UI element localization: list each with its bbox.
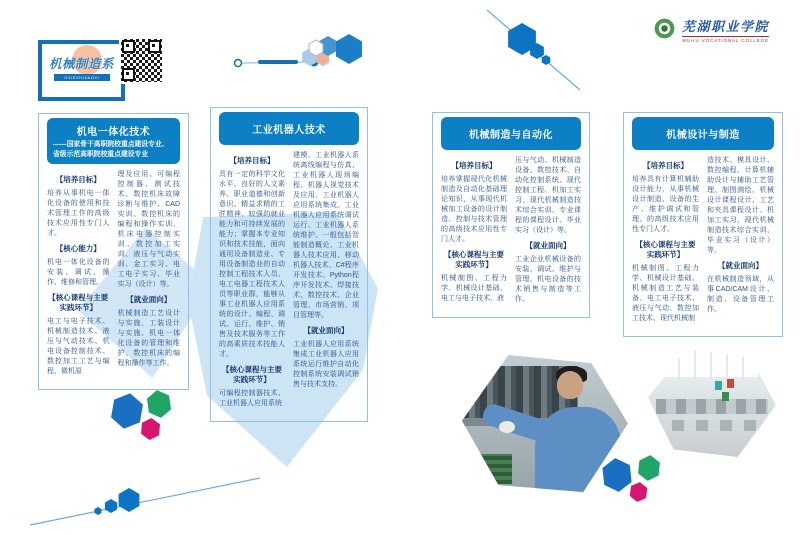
qr-code [121,39,162,82]
section-heading: 【就业面向】 [525,241,571,250]
section-body: 造技术、模具设计、数控编程、计算机辅助设计与辅助工艺管理、制图测绘、机械设计课程设计、工艺和夹具课程设计、机加工实习、现代机械制造技术综合实训、毕业实习（设计）等。 [707,157,774,254]
hexagon-icon [119,488,140,512]
section-body: 工业企业机械设备的安装、调试、维护与管理、机电设备的技术销售与制造等工作。 [515,256,581,303]
card-column-right [515,156,581,307]
hexagon-icon [309,40,323,56]
lab-bench [656,399,769,414]
section-body: 可编程控制器技术、工业机器人应用系统 [219,390,285,407]
qr-eye-icon [148,40,161,53]
section-heading: 【就业面向】 [718,261,763,270]
card-column-right [707,156,774,326]
student-head [557,371,583,399]
department-name: 机械制造系 [48,57,114,71]
section-body: 电工与电子技术、机械制造技术、液压与气动技术、机电设备控制技术、数控加工工艺与编程、微机原 [47,318,110,375]
card-column-left [632,156,699,326]
card-header [47,118,180,164]
section-heading: 【培养目标】 [643,161,688,170]
hex-line-decoration [232,30,382,75]
white-glove [499,421,515,433]
section-body: 机械制图、工程力学、机械设计基础、机械制造工艺与装备、电工电子技术、液压与气动、数控加工技术、现代机械制 [632,265,699,322]
college-logo [652,16,769,43]
department-pinyin-bar: JIXIEZHIZAOXI [54,74,110,81]
section-body: 培养掌握现代化机械制造及自动化基础理论知识，从事现代机械加工设备的设计制造、控制与技术管理的高级技术应用性专门人才。 [441,176,507,243]
section-heading: 【就业面向】 [303,326,349,335]
section-heading: 【核心能力】 [55,244,101,253]
hexagon-icon [95,507,102,515]
diagonal-hex-line-top [485,8,585,93]
hexagon-icon [107,390,147,431]
hexagon-icon [105,499,117,513]
section-body: 建模、工业机器人系统离线编程与仿真、工业机器人现场编程、机器人视觉技术及应用、工业机器人应用系统集成、工业机器人应用系统调试运行、工业机器人系统维护、一般包括智能制造概论、工业机器人技术应用、移动机器人技术、C#程序开发技术、Python程序开发技术、焊接技术、数控技术、企业管理、市场营销、项目管理等。 [293,152,359,319]
card-title: 工业机器人技术 [252,125,326,136]
card-column-left [441,156,507,307]
card-column-right [293,151,359,411]
section-heading: 【核心课程与主要实践环节】 [635,240,696,259]
card-column-left [219,151,285,411]
card-header [632,117,774,150]
section-heading: 【核心课程与主要实践环节】 [444,250,504,269]
hexagon-icon [336,34,362,64]
section-body: 理及应用、可编程控制器、测试技术、数控机床故障诊断与维护、CAD实训、数控机床的编程和操作实训、机床电器控制实训、数控加工实训、液压与气动实训、金工实习、电工电子实习、毕业实习（设计）等。 [117,171,180,288]
section-heading: 【培养目标】 [55,175,101,184]
equipment-spot [722,392,729,401]
college-emblem-icon [652,16,677,41]
card-column-left [47,170,110,379]
circuit-board [469,454,512,484]
card-title: 机械设计与制造 [666,130,740,141]
card-subtitle: ——国家骨干高职院校重点建设专业、省级示范高职院校重点建设专业 [53,141,169,158]
program-card-manufacturing-automation [432,112,590,318]
hexagon-icon [628,481,650,503]
program-card-mechatronics [38,113,189,390]
card-title: 机电一体化技术 [76,127,151,138]
section-body: 在机械制造领域，从事CAD/CAM设计、制造、设备管理工作。 [707,276,774,313]
section-body: 压与气动、机械制造设备、数控技术、自动化控制系统、现代控制工程、机加工实习、现代机械制造技术综合实训、专业课程的课程设计、毕业实习（设计）等。 [515,157,581,234]
hexagon-icon [144,388,174,419]
section-body: 机械制造工艺设计与实施、工装设计与实施、机电一体化设备的管理和维护、数控机床的编程和操作等工作。 [117,310,180,367]
card-header [441,117,581,150]
section-body: 机械制图、工程力学、机械设计基础、电工与电子技术、液 [441,275,507,302]
section-body: 具有一定的科学文化水平、良好的人文素养、职业道德和创新意识、精益求精的工匠精神、较强的就业能力和可持续发展的能力；掌握本专业知识和技术技能，面向通用设备制造业、专用设备制造业的自动控制工程技术人员、电工电器工程技术人员等职业群，能够从事工业机器人应用系统的设计、编程、调试、运行、维护、销售及技术服务等工作的高素质技术技能人才。 [219,171,285,358]
card-title: 机械制造与自动化 [469,130,553,141]
lab-ceiling [648,349,776,377]
card-column-right [118,170,181,379]
equipment-spot [727,379,734,388]
hexagon-icon [139,417,162,441]
section-heading: 【培养目标】 [229,156,275,165]
diagonal-hex-line-bottom [25,470,265,530]
equipment-spot [715,381,722,390]
lab-floor [648,420,776,431]
college-english-name: WUHU VOCATIONAL COLLEGE [682,38,769,43]
section-body: 机电一体化设备的安装、调试、操作、维修和管理。 [47,259,110,286]
program-card-machine-design [623,112,783,337]
photo-lab [648,349,776,457]
card-header [219,112,359,145]
hexagon-icon [636,454,663,482]
program-card-industrial-robot [210,107,368,422]
qr-eye-icon [122,68,135,81]
college-name: 芜湖职业学院 [682,20,770,35]
hexagon-icon [599,456,634,493]
section-body: 工业机器人应用系统集成工业机器人应用系统运行维护自动化控制系统安装调试销售与技术支持。 [293,341,359,388]
section-heading: 【核心课程与主要实践环节】 [222,365,282,384]
section-heading: 【培养目标】 [451,161,497,170]
section-body: 培养具有计算机辅助设计能力，从事机械设计制造、设备的生产、维护调试和管理、的高级技术应用性专门人才。 [632,176,699,233]
section-heading: 【核心课程与主要实践环节】 [48,293,109,312]
section-heading: 【就业面向】 [126,295,172,304]
section-body: 培养从事机电一体化设备的使用和技术管理工作的高级技术应用性专门人才。 [47,190,110,237]
department-logo [38,40,125,101]
qr-eye-icon [122,40,135,53]
